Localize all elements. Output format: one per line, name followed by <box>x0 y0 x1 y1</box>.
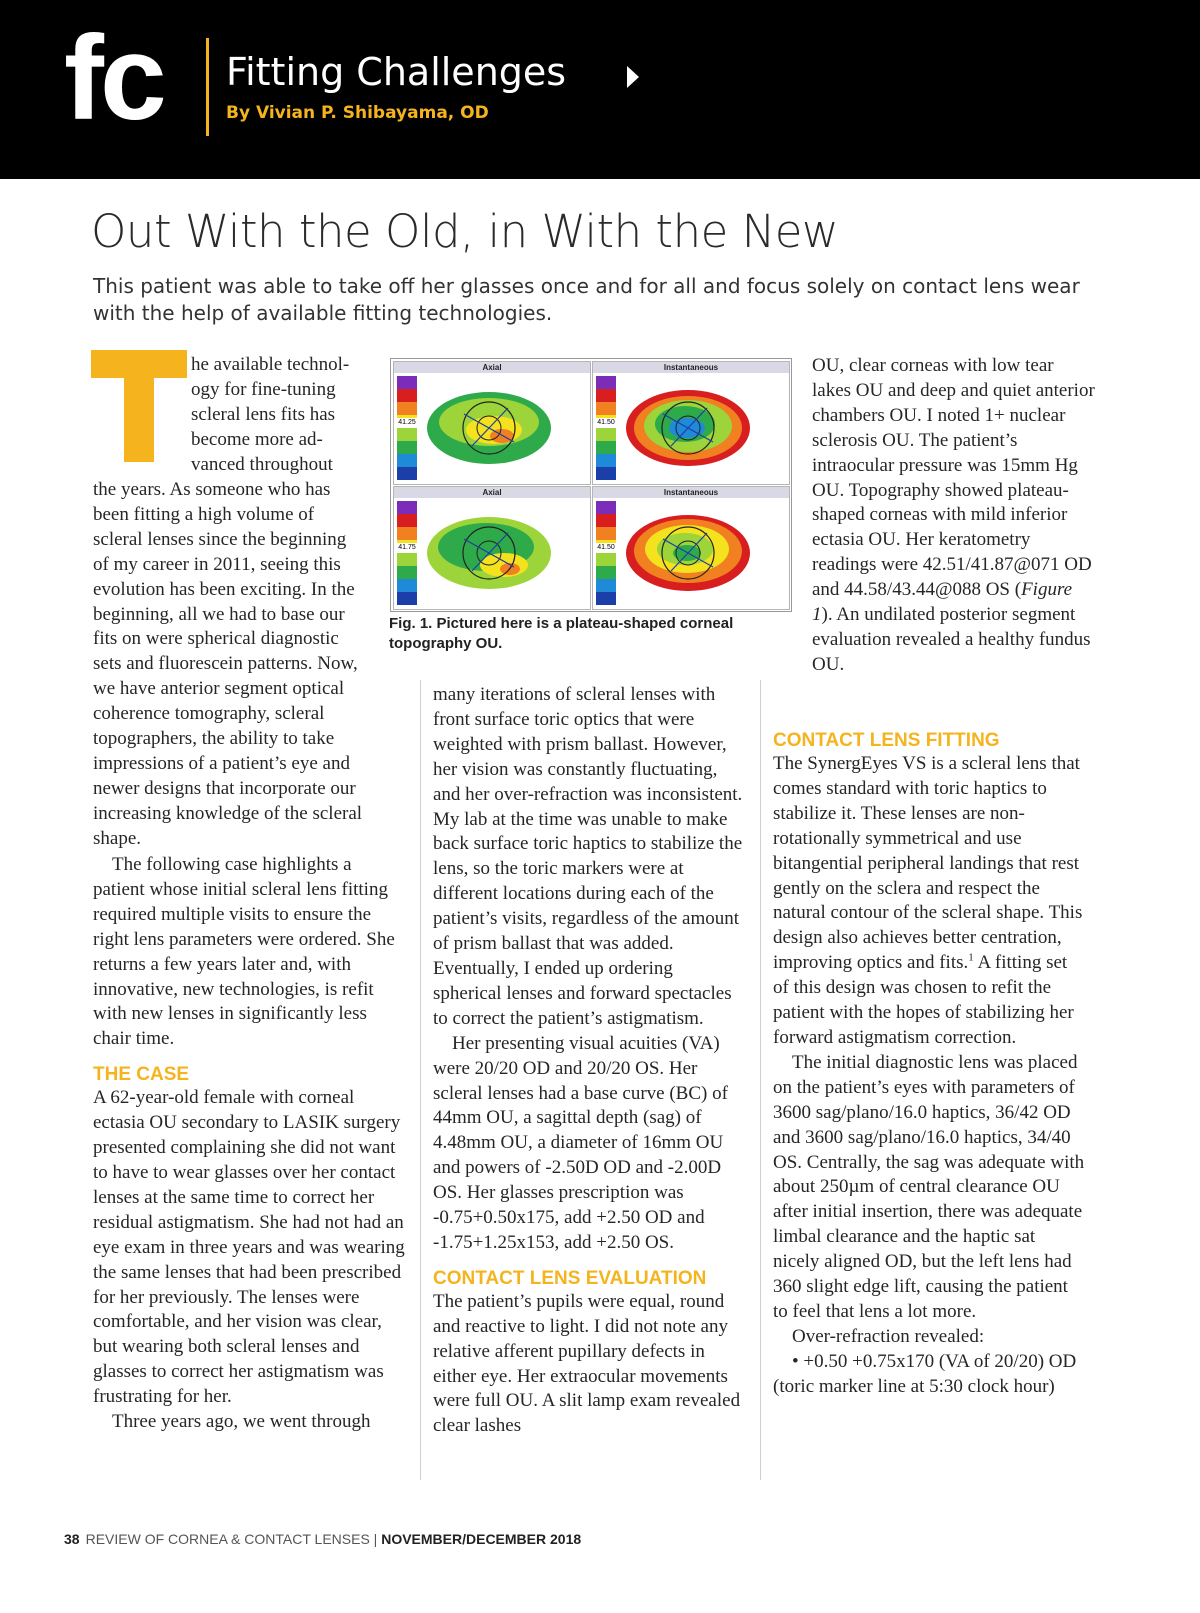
figure-caption: Fig. 1. Pictured here is a plateau-shaped corneal topography OU. <box>389 615 734 652</box>
panel-title: Instantaneous <box>593 362 789 373</box>
figure-reference: Figure 1 <box>812 579 1073 626</box>
drop-cap-stem <box>124 350 154 462</box>
spacer <box>93 1052 405 1064</box>
panel-title: Axial <box>394 362 590 373</box>
header-divider <box>206 38 209 136</box>
intro-line: vanced throughout <box>191 453 333 475</box>
body-paragraph: the years. As someone who has been fitting a high volume of scleral lenses since the beginning of my career in 2011, seeing this evolution has been exciting. In the beginning, all we had to base our fits on were spherical diagnostic sets and fluorescein patterns. Now, we have anterior segment optical coherence tomography, scleral topographers, the ability to take impressions of a patient’s eye and newer designs that incorporate our increasing knowledge of the scleral shape. <box>93 479 363 849</box>
body-paragraph: The initial diagnostic lens was placed on the patient’s eyes with parameters of 3600 sag/plano/16.0 haptics, 36/42 OD and 3600 sag/plano/16.0 haptics, 34/40 OS. Centrally, the sag was adequate with about 250µm of central clearance OU after initial insertion, there was adequate limbal clearance and the haptic sat nicely aligned OD, but the left lens had 360 slight edge lift, causing the patient to feel that lens a lot more. <box>773 1051 1085 1322</box>
fc-logo: fc <box>64 11 163 145</box>
body-paragraph: The following case highlights a patient whose initial scleral lens fitting required multiple visits to ensure the right lens parameters were ordered. She returns a few years later and, with innovative, new technologies, is refit with new lenses in significantly less chair time. <box>93 854 395 1050</box>
byline: By Vivian P. Shibayama, OD <box>226 103 489 123</box>
bullet-item: • +0.50 +0.75x170 (VA of 20/20) OD (toric marker line at 5:30 clock hour) <box>773 1350 1077 1397</box>
corneal-map <box>424 505 554 601</box>
scale-value: 41.75 <box>398 544 416 551</box>
column-rule <box>420 680 421 1480</box>
column-3-lower <box>773 730 1085 1400</box>
intro-line: scleral lens fits has <box>191 403 336 425</box>
column-1-lower <box>93 853 405 1435</box>
spacer <box>433 1256 745 1268</box>
subhead-contact-lens-fitting: CONTACT LENS FITTING <box>773 730 1000 751</box>
topography-panel <box>592 361 790 485</box>
page-footer <box>64 1530 581 1548</box>
column-1-intro <box>191 353 411 478</box>
intro-line: become more ad- <box>191 428 323 450</box>
body-paragraph: many iterations of scleral lenses with front surface toric optics that were weighted with prism ballast. However, her vision was constantly fluctuating, and her over-refraction was inconsistent. My lab at the time was unable to make back surface toric haptics to stabilize the lens, so the toric markers were at different locations during each of the patient’s visits, regardless of the amount of prism ballast that was added. Eventually, I ended up ordering spherical lenses and forward spectacles to correct the patient’s astigmatism. <box>433 684 743 1029</box>
subhead-contact-lens-evaluation: CONTACT LENS EVALUATION <box>433 1267 707 1289</box>
color-scale <box>397 376 417 480</box>
panel-title: Instantaneous <box>593 487 789 498</box>
body-paragraph: Her presenting visual acuities (VA) were 20/20 OD and 20/20 OS. Her scleral lenses had a base curve (BC) of 44mm OU, a sagittal depth (sag) of 4.48mm OU, a diameter of 16mm OU and powers of -2.50D OD and -2.00D OS. Her glasses prescription was -0.75+0.50x175, add +2.50 OD and -1.75+1.25x153, add +2.50 OS. <box>433 1032 728 1253</box>
play-arrow-icon <box>627 66 639 88</box>
section-title: Fitting Challenges <box>226 50 567 94</box>
color-scale <box>397 501 417 605</box>
drop-cap <box>91 350 187 462</box>
panel-title: Axial <box>394 487 590 498</box>
section-header <box>0 0 1200 179</box>
color-scale <box>596 501 616 605</box>
color-scale <box>596 376 616 480</box>
body-paragraph <box>812 354 1096 678</box>
column-rule <box>760 680 761 1480</box>
text-run: OU, clear corneas with low tear lakes OU and deep and quiet anterior chambers OU. I noted 1+ nuclear sclerosis OU. The patient’s intraocular pressure was 15mm Hg OU. Topography showed plateau-shaped corneas with mild inferior ectasia OU. Her keratometry readings were 42.51/41.87@071 OD and 44.58/43.44@088 OS ( <box>812 355 1095 601</box>
topography-panel <box>393 361 591 485</box>
scale-value: 41.25 <box>398 419 416 426</box>
corneal-map <box>424 380 554 476</box>
text-run: A fitting set of this design was chosen to refit the patient with the hopes of stabilizing her forward astigmatism correction. <box>773 952 1074 1048</box>
text-run: ). An undilated posterior segment evaluation revealed a healthy fundus OU. <box>812 604 1091 675</box>
column-2 <box>433 683 745 1439</box>
column-3-upper <box>812 354 1096 678</box>
body-paragraph <box>773 752 1085 1051</box>
corneal-map <box>623 505 753 601</box>
body-paragraph: Three years ago, we went through <box>112 1411 371 1433</box>
issue-date: NOVEMBER/DECEMBER 2018 <box>381 1531 582 1547</box>
topography-panel <box>393 486 591 610</box>
scale-value: 41.50 <box>597 544 615 551</box>
publication-name: REVIEW OF CORNEA & CONTACT LENSES | <box>85 1531 382 1547</box>
corneal-map <box>623 380 753 476</box>
body-paragraph: Over-refraction revealed: <box>792 1325 985 1347</box>
article-deck: This patient was able to take off her glasses once and for all and focus solely on contact lens wear with the help of available fitting technologies. <box>93 274 1080 325</box>
footnote-reference: 1 <box>968 951 974 964</box>
topography-panel <box>592 486 790 610</box>
column-1-upper <box>93 478 363 852</box>
body-paragraph: The patient’s pupils were equal, round and reactive to light. I did not note any relative afferent pupillary defects in either eye. Her extraocular movements were full OU. A slit lamp exam revealed clear lashes <box>433 1290 741 1437</box>
scale-value: 41.50 <box>597 419 615 426</box>
text-run: The SynergEyes VS is a scleral lens that comes standard with toric haptics to stabilize it. These lenses are non-rotationally symmetrical and use bitangential peripheral landings that rest gently on the sclera and respect the natural contour of the scleral shape. This design also achieves better centration, improving optics and fits. <box>773 753 1083 974</box>
intro-line: ogy for fine-tuning <box>191 378 336 400</box>
article-headline: Out With the Old, in With the New <box>91 205 839 258</box>
page-number: 38 <box>64 1531 80 1547</box>
topography-figure <box>390 358 792 612</box>
subhead-the-case: THE CASE <box>93 1064 190 1086</box>
body-paragraph: A 62-year-old female with corneal ectasia OU secondary to LASIK surgery presented complaining she did not want to have to wear glasses over her contact lenses at the same time to correct her residual astigmatism. She had not had an eye exam in three years and was wearing the same lenses that had been prescribed for her previously. The lenses were comfortable, and her vision was clear, but wearing both scleral lenses and glasses to correct her astigmatism was frustrating for her. <box>93 1087 405 1408</box>
intro-line: he available technol- <box>191 354 350 375</box>
